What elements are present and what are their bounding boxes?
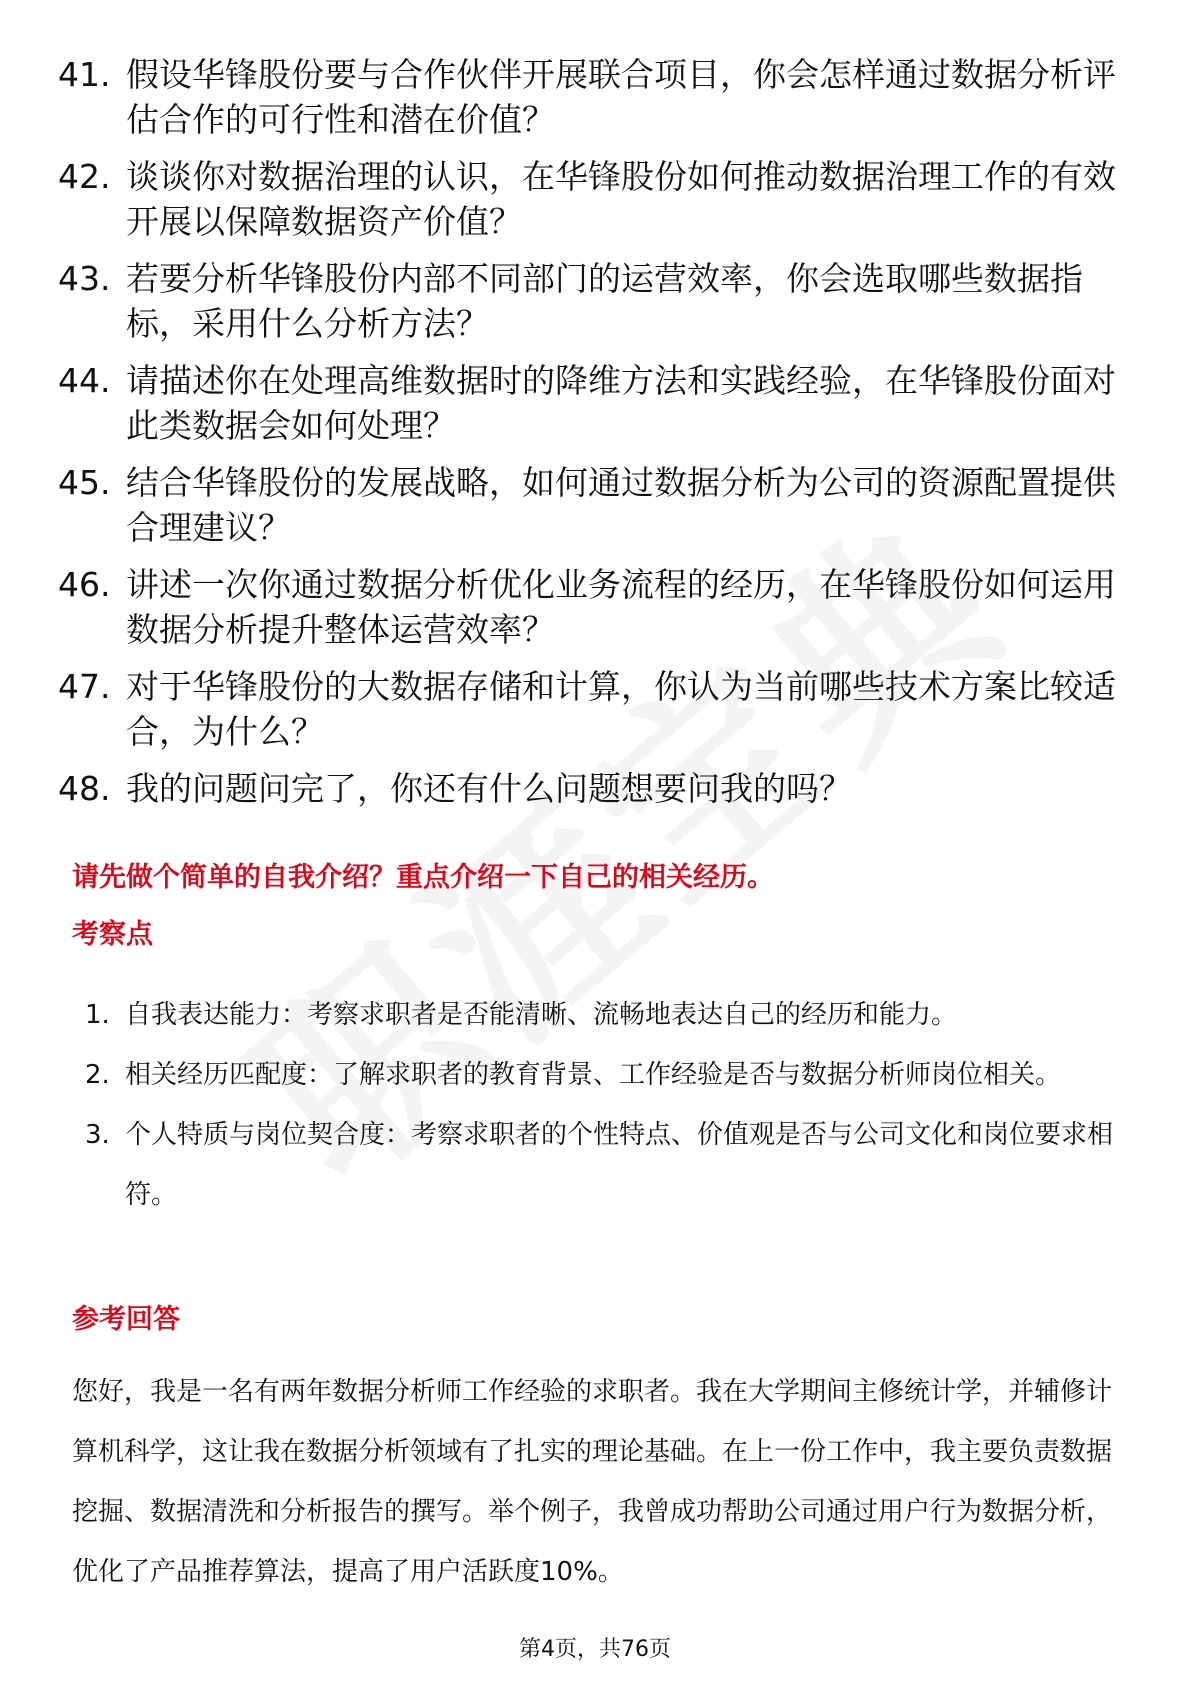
- question-number: 46.: [58, 565, 111, 604]
- question-number: 44.: [58, 361, 111, 400]
- question-number: 42.: [58, 157, 111, 196]
- list-item: [85, 1105, 1125, 1225]
- question-text: 我的问题问完了，你还有什么问题想要问我的吗？: [126, 769, 852, 808]
- question-list: [58, 52, 1118, 823]
- question-text: 结合华锋股份的发展战略，如何通过数据分析为公司的资源配置提供合理建议？: [126, 463, 1116, 547]
- page-number: 第4页，共76页: [519, 1637, 671, 1662]
- point-number: 3.: [85, 1120, 110, 1150]
- list-item: [85, 985, 1125, 1045]
- question-number: 47.: [58, 667, 111, 706]
- list-item: [58, 766, 1118, 811]
- list-item: [85, 1045, 1125, 1105]
- point-text: 自我表达能力：考察求职者是否能清晰、流畅地表达自己的经历和能力。: [125, 1000, 958, 1030]
- reference-answer: 您好，我是一名有两年数据分析师工作经验的求职者。我在大学期间主修统计学，并辅修计算机科学，这让我在数据分析领域有了扎实的理论基础。在上一份工作中，我主要负责数据挖掘、数据清洗和分析报告的撰写。举个例子，我曾成功帮助公司通过用户行为数据分析，优化了产品推荐算法，提高了用户活跃度10%。: [72, 1377, 1113, 1587]
- question-number: 43.: [58, 259, 111, 298]
- list-item: [58, 52, 1118, 142]
- featured-question-title: 请先做个简单的自我介绍？重点介绍一下自己的相关经历。: [72, 862, 774, 893]
- list-item: [58, 154, 1118, 244]
- question-number: 48.: [58, 769, 111, 808]
- list-item: [58, 358, 1118, 448]
- assessment-point-list: [85, 985, 1125, 1225]
- point-text: 相关经历匹配度：了解求职者的教育背景、工作经验是否与数据分析师岗位相关。: [125, 1060, 1062, 1090]
- list-item: [58, 460, 1118, 550]
- assessment-heading: 考察点: [72, 919, 153, 950]
- question-text: 若要分析华锋股份内部不同部门的运营效率，你会选取哪些数据指标，采用什么分析方法？: [126, 259, 1083, 343]
- point-number: 2.: [85, 1060, 110, 1090]
- reference-heading: 参考回答: [72, 1304, 180, 1335]
- list-item: [58, 256, 1118, 346]
- list-item: [58, 562, 1118, 652]
- question-number: 45.: [58, 463, 111, 502]
- point-number: 1.: [85, 1000, 110, 1030]
- list-item: [58, 664, 1118, 754]
- point-text: 个人特质与岗位契合度：考察求职者的个性特点、价值观是否与公司文化和岗位要求相符。: [125, 1120, 1114, 1210]
- question-text: 对于华锋股份的大数据存储和计算，你认为当前哪些技术方案比较适合，为什么？: [126, 667, 1116, 751]
- question-text: 谈谈你对数据治理的认识，在华锋股份如何推动数据治理工作的有效开展以保障数据资产价值？: [126, 157, 1116, 241]
- question-text: 假设华锋股份要与合作伙伴开展联合项目，你会怎样通过数据分析评估合作的可行性和潜在价值？: [126, 55, 1116, 139]
- question-number: 41.: [58, 55, 111, 94]
- question-text: 讲述一次你通过数据分析优化业务流程的经历，在华锋股份如何运用数据分析提升整体运营效率？: [126, 565, 1116, 649]
- question-text: 请描述你在处理高维数据时的降维方法和实践经验，在华锋股份面对此类数据会如何处理？: [126, 361, 1116, 445]
